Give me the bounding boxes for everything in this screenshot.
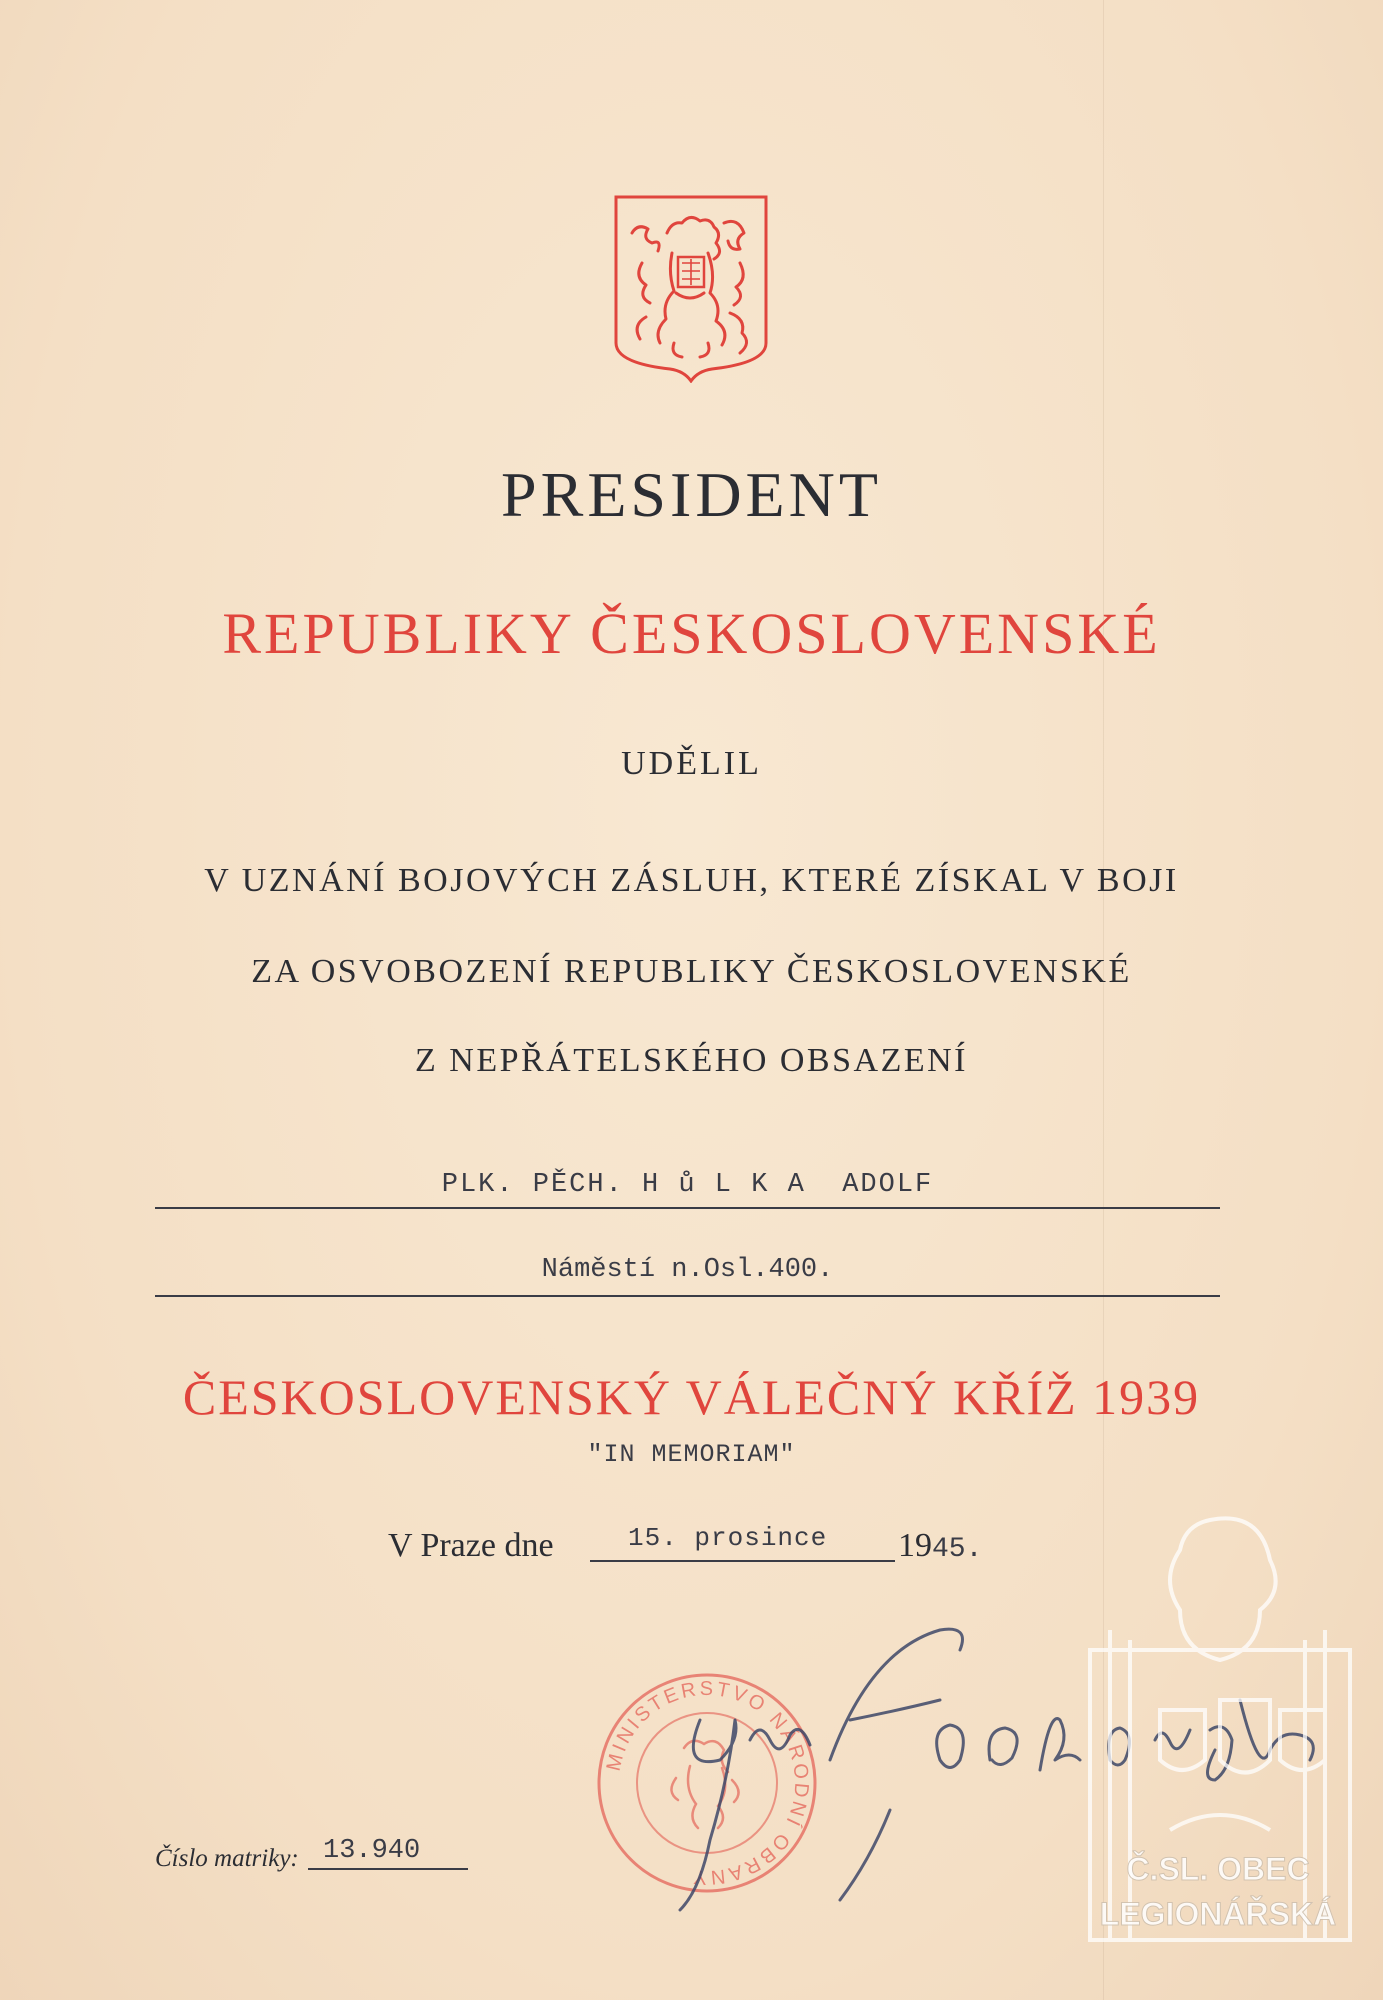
republic-heading: REPUBLIKY ČESKOSLOVENSKÉ — [222, 601, 1161, 666]
citation-line-1: V UZNÁNÍ BOJOVÝCH ZÁSLUH, KTERÉ ZÍSKAL V BOJI — [204, 862, 1179, 899]
registry-rule — [308, 1868, 468, 1870]
lion-coat-of-arms-icon — [612, 193, 770, 383]
recipient-name: PLK. PĚCH. H ů L K A ADOLF — [441, 1170, 934, 1200]
awarded-verb: UDĚLIL — [621, 745, 762, 782]
watermark-line-1: Č.SL. OBEC — [1126, 1851, 1310, 1887]
year-prefix — [898, 1527, 982, 1565]
legionnaire-watermark — [1070, 1500, 1365, 1970]
registry-number: 13.940 — [323, 1836, 421, 1866]
issue-date: 15. prosince — [628, 1523, 828, 1553]
citation-line-2: ZA OSVOBOZENÍ REPUBLIKY ČESKOSLOVENSKÉ — [251, 953, 1132, 990]
recipient-name-rule — [155, 1207, 1220, 1209]
year-suffix: 45. — [932, 1534, 983, 1565]
recipient-position-rule — [155, 1295, 1220, 1297]
place-label: V Praze dne — [388, 1527, 554, 1564]
award-name: ČESKOSLOVENSKÝ VÁLEČNÝ KŘÍŽ 1939 — [182, 1369, 1201, 1425]
year-prefix-text: 19 — [898, 1527, 932, 1564]
registry-label: Číslo matriky: — [155, 1845, 299, 1872]
award-note: "IN MEMORIAM" — [587, 1440, 796, 1469]
page-title: PRESIDENT — [501, 459, 882, 530]
date-rule — [590, 1560, 895, 1562]
stamp-text: MINISTERSTVO NÁRODNÍ OBRANY — [602, 1677, 813, 1889]
recipient-position: Náměstí n.Osl.400. — [541, 1255, 834, 1285]
citation-line-3: Z NEPŘÁTELSKÉHO OBSAZENÍ — [415, 1042, 968, 1079]
watermark-line-2: LEGIONÁŘSKÁ — [1099, 1896, 1337, 1932]
